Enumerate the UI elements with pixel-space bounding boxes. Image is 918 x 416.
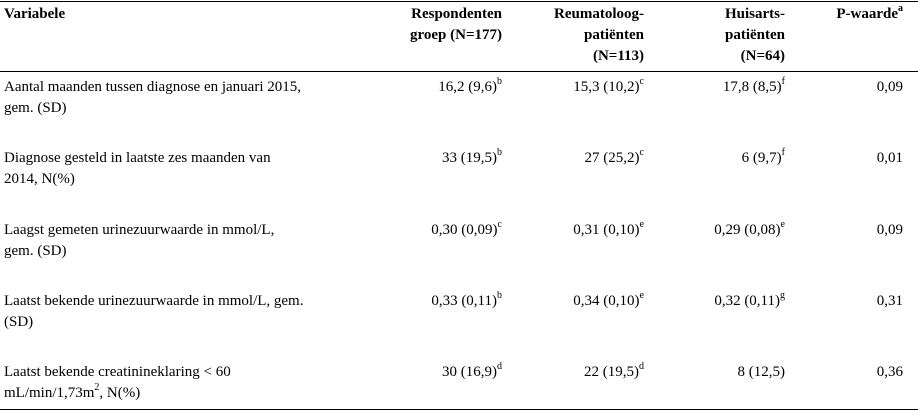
cell-respondenten: 16,2 $(9,6)^b$ xyxy=(438,76,502,95)
row-label xyxy=(4,291,384,333)
row-label-line2: gem. (SD) xyxy=(4,100,67,116)
header-reumatoloog xyxy=(514,4,644,67)
row-label-line2: 2014, N(%) xyxy=(4,171,75,187)
cell-huisarts: 8 (12,5) xyxy=(737,364,785,380)
cell-reumatoloog: 15,3 $(10,2)^c$ xyxy=(573,76,644,95)
cell-p-waarde: 0,31 xyxy=(876,293,903,309)
row-label-line2: gem. (SD) xyxy=(4,243,67,259)
header-huisarts-line1: Huisarts- xyxy=(725,6,785,22)
row-label-line2: $mL/\min/1,73m^2$, N(%) xyxy=(4,382,141,401)
header-respondenten-line2: groep (N=177) xyxy=(409,27,502,43)
row-label xyxy=(4,148,384,190)
header-reumatoloog-line3: (N=113) xyxy=(592,48,644,64)
header-p-waarde xyxy=(793,4,903,25)
header-respondenten-line1: Respondenten xyxy=(411,6,502,22)
cell-respondenten: 33 $(19,5)^b$ xyxy=(442,147,502,166)
header-huisarts-line2: patiënten xyxy=(725,27,785,43)
table-bottom-rule xyxy=(0,409,918,410)
cell-reumatoloog: 0,34 $(0,10)^e$ xyxy=(573,290,644,309)
cell-huisarts: 17,8 $(8,5)^f$ xyxy=(722,76,785,95)
row-label-line1: Laatst bekende creatinineklaring < 60 xyxy=(4,364,231,380)
row-label xyxy=(4,362,384,404)
cell-huisarts: 6 $(9,7)^f$ xyxy=(741,147,785,166)
cell-p-waarde: 0,09 xyxy=(876,79,903,95)
header-reumatoloog-line1: Reumatoloog- xyxy=(554,6,644,22)
row-label-line2: (SD) xyxy=(4,314,34,330)
header-huisarts xyxy=(655,4,785,67)
cell-respondenten: 0,33 $(0,11)^b$ xyxy=(431,290,502,309)
cell-respondenten: 0,30 $(0,09)^c$ xyxy=(431,219,502,238)
cell-reumatoloog: 0,31 $(0,10)^e$ xyxy=(573,219,644,238)
row-label xyxy=(4,220,384,262)
cell-huisarts: 0,32 $(0,11)^g$ xyxy=(714,290,785,309)
cell-reumatoloog: 27 $(25,2)^c$ xyxy=(584,147,644,166)
cell-reumatoloog: 22 $(19,5)^d$ xyxy=(584,361,644,380)
header-p-waarde-sup: a xyxy=(898,3,903,14)
row-label xyxy=(4,77,384,119)
cell-huisarts: 0,29 $(0,08)^e$ xyxy=(714,219,785,238)
header-bottom-rule xyxy=(0,71,918,72)
cell-p-waarde: 0,01 xyxy=(876,150,903,166)
header-p-waarde-label: P-waarde xyxy=(836,6,898,22)
row-label-line1: Laagst gemeten urinezuurwaarde in mmol/L, xyxy=(4,222,275,238)
row-label-line1: Diagnose gesteld in laatste zes maanden van xyxy=(4,150,271,166)
row-label-line1: Laatst bekende urinezuurwaarde in mmol/L, gem. xyxy=(4,293,304,309)
row-label-line1: Aantal maanden tussen diagnose en januari 2015, xyxy=(4,79,301,95)
cell-respondenten: 30 $(16,9)^d$ xyxy=(442,361,502,380)
cell-p-waarde: 0,09 xyxy=(876,222,903,238)
cell-p-waarde: 0,36 xyxy=(876,364,903,380)
header-variable: Variabele xyxy=(4,6,66,22)
header-respondenten xyxy=(372,4,502,46)
header-huisarts-line3: (N=64) xyxy=(740,48,785,64)
header-reumatoloog-line2: patiënten xyxy=(584,27,644,43)
table-top-rule xyxy=(0,1,918,2)
